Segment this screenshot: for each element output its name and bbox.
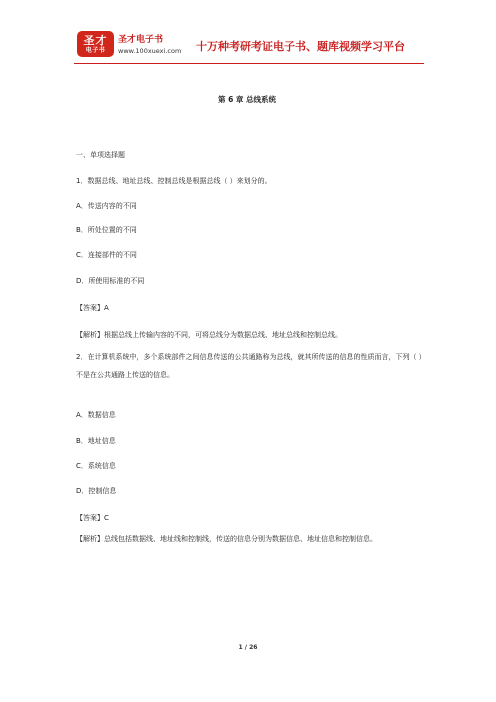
- page-header: [0, 0, 496, 70]
- chapter-title: 第 6 章 总线系统: [217, 95, 277, 104]
- analysis: 【解析】根据总线上传输内容的不同，可将总线分为数据总线、地址总线和控制总线。: [76, 331, 342, 339]
- answer: 【答案】C: [76, 514, 109, 522]
- option-c: C．连接部件的不同: [76, 251, 137, 259]
- option-d: D．所使用标准的不同: [76, 277, 145, 285]
- page-number: 1 / 26: [238, 644, 258, 651]
- option-c: C．系统信息: [76, 462, 116, 470]
- option-b: B．所处位置的不同: [76, 226, 137, 234]
- option-a: A．传送内容的不同: [76, 202, 137, 210]
- option-d: D．控制信息: [76, 487, 117, 495]
- document-body: [76, 94, 426, 543]
- site-url: www.100xuexi.com: [118, 47, 182, 55]
- analysis: 【解析】总线包括数据线、地址线和控制线，传送的信息分别为数据信息、地址信息和控制信息。: [76, 535, 377, 543]
- option-a: A．数据信息: [76, 411, 116, 419]
- header-divider: [74, 63, 424, 64]
- answer: 【答案】A: [76, 304, 109, 312]
- question-stem: 1．数据总线、地址总线、控制总线是根据总线（ ）来划分的。: [76, 177, 272, 185]
- section-heading: 一、单项选择题: [76, 151, 125, 159]
- option-b: B．地址信息: [76, 437, 116, 445]
- logo: [77, 31, 114, 57]
- question-stem: 2．在计算机系统中，多个系统部件之间信息传送的公共通路称为总线，就其所传送的信息的性质而言，下列（ ）不是在公共通路上传送的信息。: [76, 353, 426, 379]
- header-slogan: 十万种考研考证电子书、题库视频学习平台: [196, 40, 405, 53]
- brand-name: 圣才电子书: [118, 35, 164, 45]
- logo-bottom-text: 电子书: [85, 46, 106, 54]
- logo-top-text: 圣才: [83, 33, 108, 47]
